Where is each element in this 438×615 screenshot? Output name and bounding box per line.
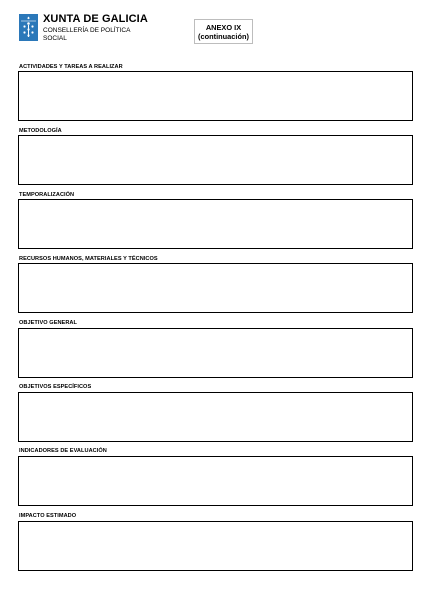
- logo-subtitle-line1: CONSELLERÍA DE POLÍTICA: [43, 27, 131, 34]
- logo-subtitle-line2: SOCIAL: [43, 35, 67, 42]
- document-header: [19, 12, 419, 48]
- section-label-objetivos-especificos: OBJETIVOS ESPECÍFICOS: [19, 384, 92, 390]
- section-label-recursos: RECURSOS HUMANOS, MATERIALES Y TÉCNICOS: [19, 256, 158, 262]
- annex-box: [194, 19, 253, 44]
- section-label-temporalizacion: TEMPORALIZACIÓN: [19, 192, 75, 198]
- section-field-objetivo-general[interactable]: [18, 328, 413, 378]
- logo-title: XUNTA DE GALICIA: [43, 13, 148, 25]
- section-field-objetivos-especificos[interactable]: [18, 392, 413, 442]
- section-field-recursos[interactable]: [18, 263, 413, 313]
- xunta-logo: [19, 12, 179, 46]
- section-field-indicadores[interactable]: [18, 456, 413, 506]
- annex-title: ANEXO IX: [205, 23, 242, 32]
- section-field-actividades[interactable]: [18, 71, 413, 121]
- section-field-temporalizacion[interactable]: [18, 199, 413, 249]
- section-field-impacto[interactable]: [18, 521, 413, 571]
- section-label-actividades: ACTIVIDADES Y TAREAS A REALIZAR: [19, 64, 123, 70]
- section-label-objetivo-general: OBJETIVO GENERAL: [19, 320, 77, 326]
- section-label-indicadores: INDICADORES DE EVALUACIÓN: [19, 448, 107, 454]
- annex-subtitle: (continuación): [198, 32, 249, 41]
- galicia-emblem-icon: [19, 14, 38, 41]
- section-field-metodologia[interactable]: [18, 135, 413, 185]
- section-label-impacto: IMPACTO ESTIMADO: [19, 513, 77, 519]
- section-label-metodologia: METODOLOGÍA: [19, 128, 62, 134]
- logo-subtitle: [43, 27, 130, 43]
